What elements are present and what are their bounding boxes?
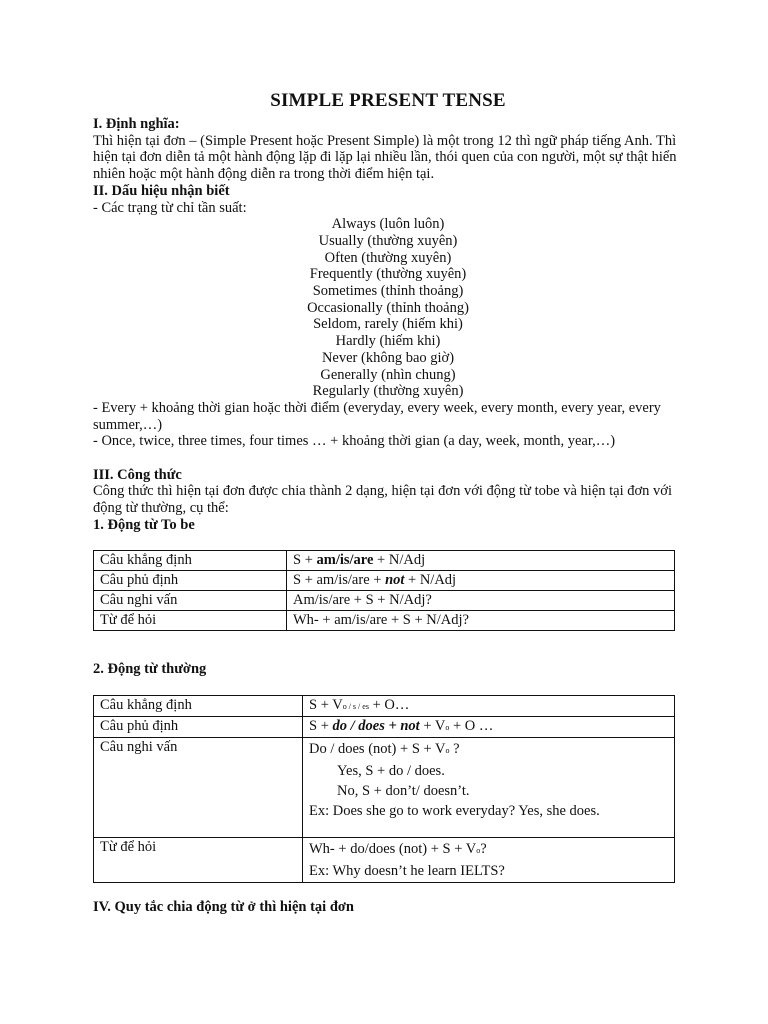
adverb-item: Never (không bao giờ) — [321, 349, 455, 366]
row-label: Câu khẳng định — [94, 696, 303, 717]
document-title: SIMPLE PRESENT TENSE — [270, 90, 506, 111]
formula-intro: Công thức thì hiện tại đơn được chia thành 2 dạng, hiện tại đơn với động từ tobe và hiện tại đơn với động từ thường, cụ thể: — [93, 483, 672, 517]
table-row — [94, 696, 675, 717]
subheading-tobe: 1. Động từ To be — [93, 516, 195, 533]
every-note: - Every + khoảng thời gian hoặc thời điểm (everyday, every week, every month, every year, every summer,…) — [93, 399, 661, 433]
table-row — [94, 590, 675, 610]
row-label: Câu phủ định — [94, 717, 303, 738]
row-label: Từ để hỏi — [94, 838, 303, 883]
row-label: Câu phủ định — [94, 570, 287, 590]
table-row — [94, 838, 675, 883]
adverb-item: Always (luôn luôn) — [331, 216, 445, 233]
blank-line — [93, 534, 683, 550]
definition-paragraph: Thì hiện tại đơn – (Simple Present hoặc Present Simple) là một trong 12 thì ngữ pháp tiếng Anh. Thì hiện tại đơn diễn tả một hành động lặp đi lặp lại nhiều lần, thói quen của con người, một sự thật hiển nhiên hoặc một hành động diễn ra trong thời điểm hiện tại. — [93, 132, 677, 183]
table-row — [94, 717, 675, 738]
table-row — [94, 570, 675, 590]
adverb-item: Seldom, rarely (hiếm khi) — [313, 316, 463, 333]
adverb-list — [93, 216, 683, 400]
row-label: Câu nghi vấn — [94, 590, 287, 610]
adverb-item: Generally (nhìn chung) — [320, 366, 456, 383]
row-label: Câu nghi vấn — [94, 738, 303, 838]
adverb-item: Frequently (thường xuyên) — [309, 266, 467, 283]
adverbs-intro: - Các trạng từ chỉ tần suất: — [93, 199, 247, 216]
section-heading-formula: III. Công thức — [93, 466, 182, 483]
adverb-item: Hardly (hiếm khi) — [335, 333, 441, 350]
row-formula: S + am/is/are + not + N/Adj — [287, 570, 675, 590]
section-heading-definition: I. Định nghĩa: — [93, 116, 180, 132]
adverb-item: Regularly (thường xuyên) — [312, 383, 464, 400]
section-heading-rules: IV. Quy tắc chia động từ ở thì hiện tại đơn — [93, 899, 354, 916]
row-formula: S + am/is/are + N/Adj — [287, 550, 675, 570]
blank-line — [93, 677, 683, 695]
blank-line — [93, 450, 683, 467]
row-formula: Wh- + am/is/are + S + N/Adj? — [287, 610, 675, 630]
table-row — [94, 550, 675, 570]
document-content — [93, 90, 683, 916]
blank-line — [93, 883, 683, 899]
row-formula: Am/is/are + S + N/Adj? — [287, 590, 675, 610]
table-row — [94, 738, 675, 838]
frequency-note: - Once, twice, three times, four times … + khoảng thời gian (a day, week, month, year,…) — [93, 433, 616, 450]
adverb-item: Sometimes (thỉnh thoảng) — [312, 283, 464, 300]
row-formula: Do / does (not) + S + Vo ? Yes, S + do / does. No, S + don’t/ doesn’t. Ex: Does she go to work everyday? Yes, she does. — [303, 738, 675, 838]
subheading-ordinary-verb: 2. Động từ thường — [93, 660, 207, 677]
row-formula: Wh- + do/does (not) + S + Vo? Ex: Why doesn’t he learn IELTS? — [303, 838, 675, 883]
adverb-item: Occasionally (thỉnh thoảng) — [307, 299, 469, 316]
section-heading-signs: II. Dấu hiệu nhận biết — [93, 182, 230, 199]
row-formula: S + Vo / s / es + O… — [303, 696, 675, 717]
adverb-item: Usually (thường xuyên) — [318, 232, 458, 249]
tobe-table — [93, 550, 675, 631]
ordinary-verb-table — [93, 695, 675, 883]
row-label: Từ để hỏi — [94, 610, 287, 630]
row-label: Câu khẳng định — [94, 550, 287, 570]
blank-line — [93, 631, 683, 661]
adverb-item: Often (thường xuyên) — [324, 249, 452, 266]
row-formula: S + do / does + not + Vo + O … — [303, 717, 675, 738]
table-row — [94, 610, 675, 630]
